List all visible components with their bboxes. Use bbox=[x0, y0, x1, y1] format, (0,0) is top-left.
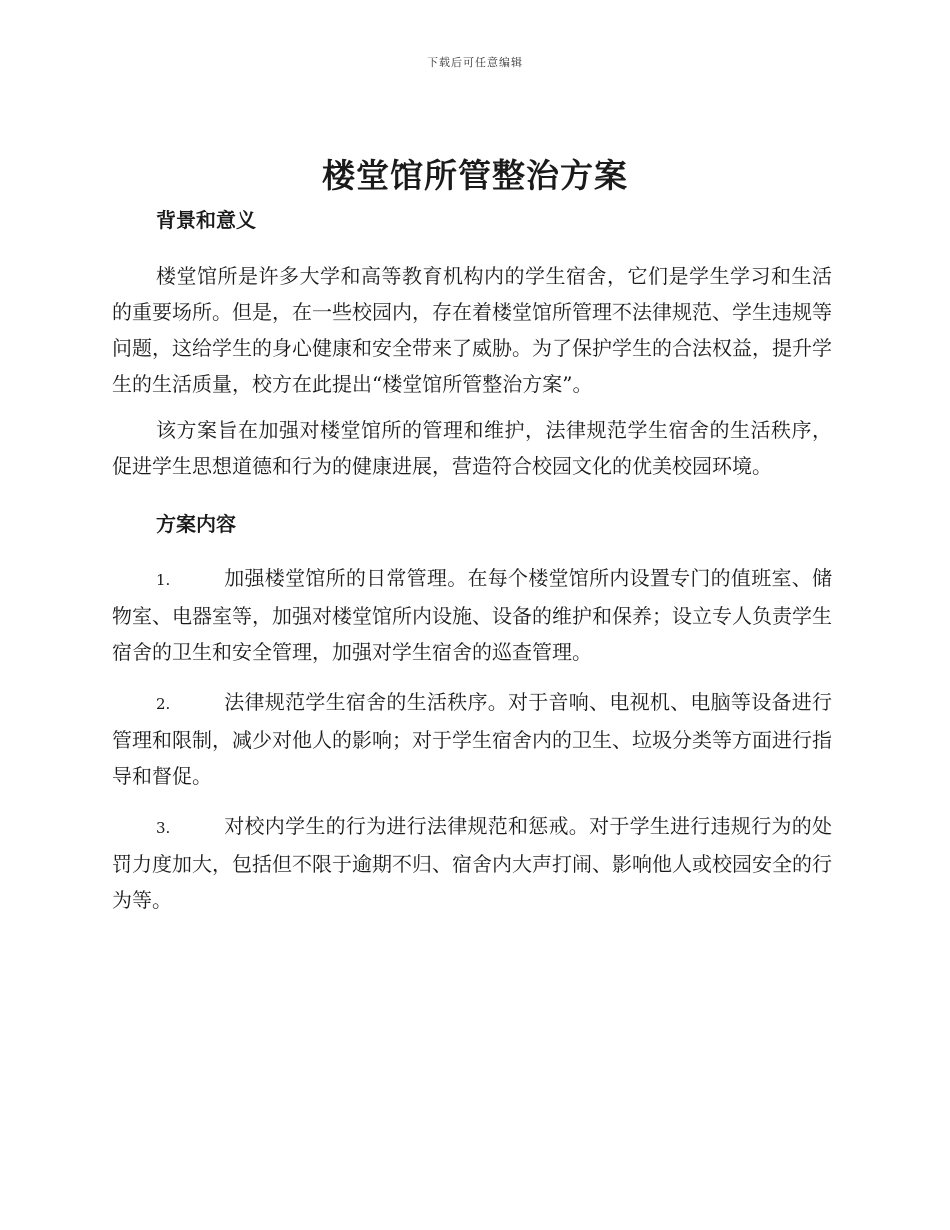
page-header-note: 下载后可任意编辑 bbox=[427, 56, 523, 69]
list-item-number: 1. bbox=[156, 571, 171, 589]
paragraph: 楼堂馆所是许多大学和高等教育机构内的学生宿舍，它们是学生学习和生活的重要场所。但是，在一些校园内，存在着楼堂馆所管理不法律规范、学生违规等问题，这给学生的身心健康和安全带来了威胁。为了保护学生的合法权益，提升学生的生活质量，校方在此提出“楼堂馆所管整治方案”。 bbox=[112, 264, 832, 396]
section-heading-plan-content: 方案内容 bbox=[156, 512, 236, 536]
list-item-number: 3. bbox=[156, 819, 171, 837]
list-item bbox=[112, 684, 832, 794]
section-heading-background: 背景和意义 bbox=[156, 208, 256, 232]
list-item-text: 对校内学生的行为进行法律规范和惩戒。对于学生进行违规行为的处罚力度加大，包括但不限于逾期不归、宿舍内大声打闹、影响他人或校园安全的行为等。 bbox=[112, 814, 832, 912]
list-item-number: 2. bbox=[156, 695, 171, 713]
list-item-text: 加强楼堂馆所的日常管理。在每个楼堂馆所内设置专门的值班室、储物室、电器室等，加强对楼堂馆所内设施、设备的维护和保养；设立专人负责学生宿舍的卫生和安全管理，加强对学生宿舍的巡查管理。 bbox=[112, 566, 832, 664]
list-item bbox=[112, 560, 832, 670]
document-title: 楼堂馆所管整治方案 bbox=[322, 156, 628, 195]
paragraph: 该方案旨在加强对楼堂馆所的管理和维护，法律规范学生宿舍的生活秩序，促进学生思想道德和行为的健康进展，营造符合校园文化的优美校园环境。 bbox=[112, 418, 832, 478]
list-item bbox=[112, 808, 832, 918]
document-body bbox=[112, 200, 832, 918]
list-item-text: 法律规范学生宿舍的生活秩序。对于音响、电视机、电脑等设备进行管理和限制，减少对他人的影响；对于学生宿舍内的卫生、垃圾分类等方面进行指导和督促。 bbox=[112, 690, 832, 788]
